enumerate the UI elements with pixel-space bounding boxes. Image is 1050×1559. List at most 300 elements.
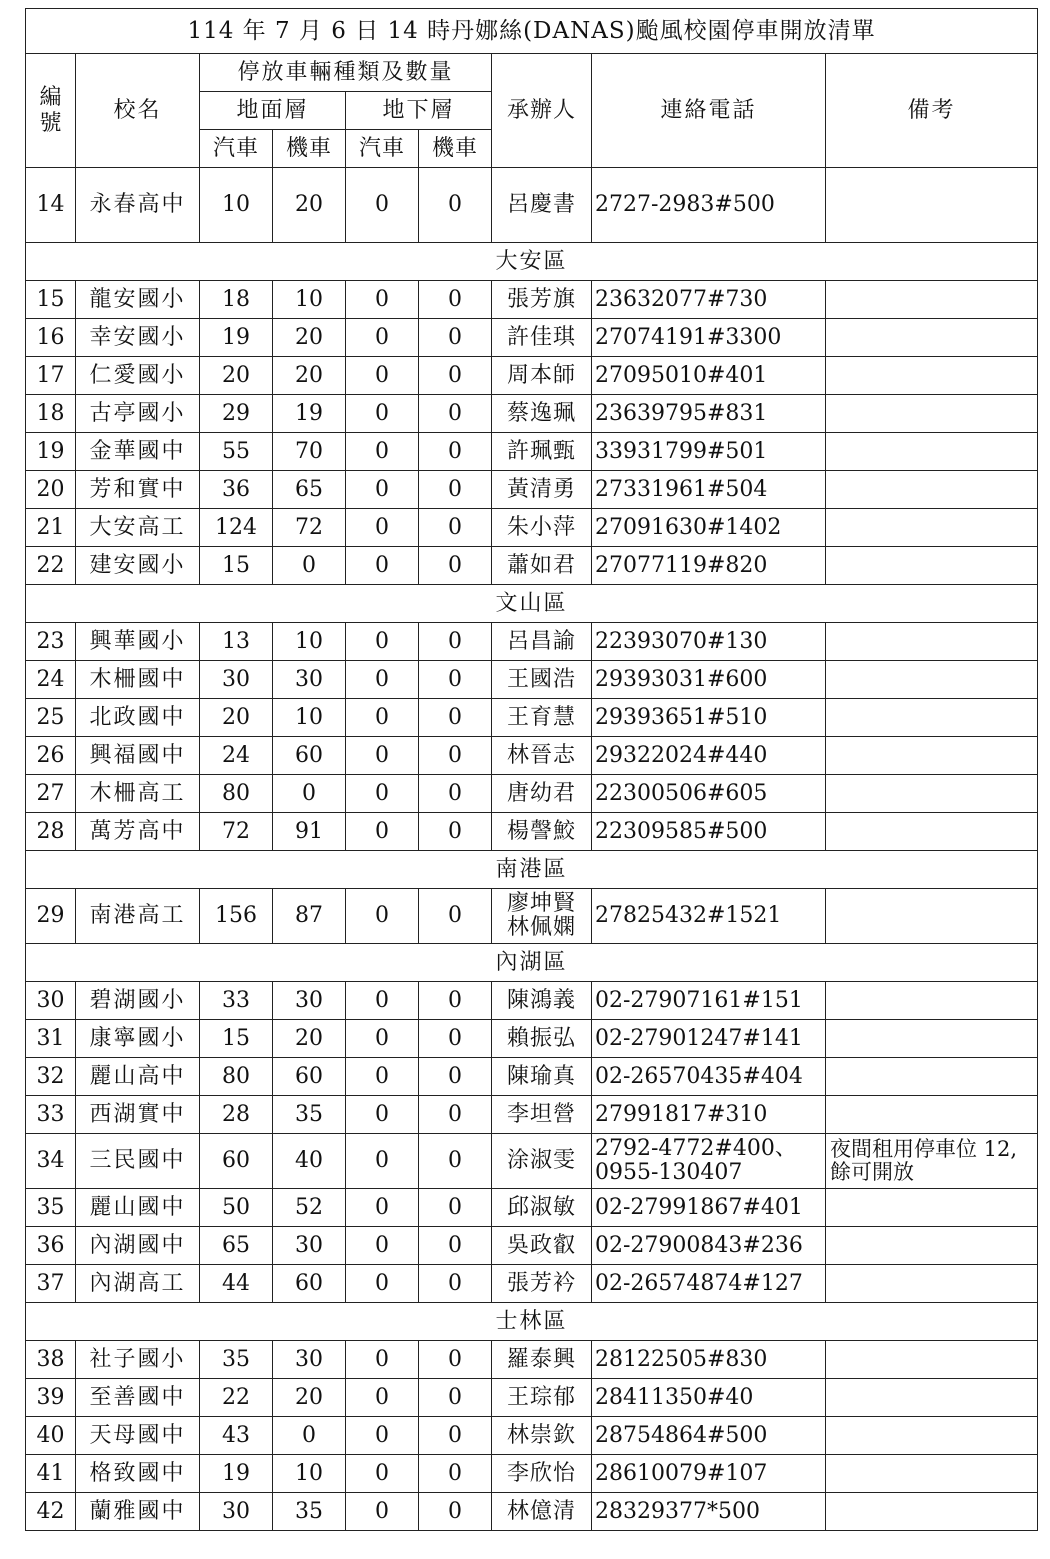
cell-number: 22: [26, 547, 76, 585]
cell-underground-motorcycle: 0: [419, 1227, 492, 1265]
cell-underground-car: 0: [346, 433, 419, 471]
cell-number: 15: [26, 281, 76, 319]
cell-contact-person: 呂慶書: [492, 168, 592, 243]
cell-number: 34: [26, 1134, 76, 1189]
table-row: [26, 471, 1038, 509]
cell-underground-motorcycle: 0: [419, 509, 492, 547]
cell-phone: 02-27900843#236: [592, 1227, 826, 1265]
district-name: 文山區: [26, 585, 1038, 623]
cell-underground-motorcycle: 0: [419, 889, 492, 944]
cell-ground-motorcycle: 52: [273, 1189, 346, 1227]
cell-contact-person: 王琮郁: [492, 1379, 592, 1417]
cell-underground-motorcycle: 0: [419, 1455, 492, 1493]
cell-ground-motorcycle: 35: [273, 1096, 346, 1134]
cell-ground-motorcycle: 20: [273, 319, 346, 357]
cell-phone: 28122505#830: [592, 1341, 826, 1379]
cell-school: 社子國小: [76, 1341, 200, 1379]
header-ground-level: 地面層: [200, 92, 346, 130]
cell-underground-motorcycle: 0: [419, 547, 492, 585]
cell-ground-motorcycle: 60: [273, 1265, 346, 1303]
cell-note: [826, 509, 1038, 547]
cell-underground-car: 0: [346, 319, 419, 357]
cell-ground-car: 10: [200, 168, 273, 243]
cell-ground-car: 15: [200, 547, 273, 585]
cell-ground-car: 24: [200, 737, 273, 775]
table-body: [26, 168, 1038, 1531]
cell-contact-person: 楊謦鮫: [492, 813, 592, 851]
cell-underground-car: 0: [346, 1493, 419, 1531]
cell-ground-motorcycle: 40: [273, 1134, 346, 1189]
cell-underground-motorcycle: 0: [419, 319, 492, 357]
cell-underground-motorcycle: 0: [419, 357, 492, 395]
cell-number: 23: [26, 623, 76, 661]
parking-table: [25, 8, 1038, 1531]
cell-phone: 28754864#500: [592, 1417, 826, 1455]
cell-contact-person: 周本師: [492, 357, 592, 395]
cell-note: [826, 889, 1038, 944]
cell-school: 北政國中: [76, 699, 200, 737]
table-row: [26, 433, 1038, 471]
cell-note: [826, 433, 1038, 471]
district-name: 南港區: [26, 851, 1038, 889]
cell-underground-motorcycle: 0: [419, 1493, 492, 1531]
cell-underground-car: 0: [346, 1020, 419, 1058]
cell-school: 麗山高中: [76, 1058, 200, 1096]
cell-underground-motorcycle: 0: [419, 281, 492, 319]
cell-ground-motorcycle: 0: [273, 775, 346, 813]
cell-ground-car: 60: [200, 1134, 273, 1189]
cell-number: 29: [26, 889, 76, 944]
cell-number: 33: [26, 1096, 76, 1134]
cell-school: 興華國小: [76, 623, 200, 661]
cell-ground-car: 72: [200, 813, 273, 851]
cell-ground-car: 65: [200, 1227, 273, 1265]
cell-note: [826, 1455, 1038, 1493]
cell-phone: 27331961#504: [592, 471, 826, 509]
table-title: 114 年 7 月 6 日 14 時丹娜絲(DANAS)颱風校園停車開放清單: [26, 9, 1038, 54]
cell-ground-motorcycle: 20: [273, 1379, 346, 1417]
cell-phone: 27074191#3300: [592, 319, 826, 357]
cell-ground-motorcycle: 0: [273, 1417, 346, 1455]
cell-underground-car: 0: [346, 1096, 419, 1134]
cell-underground-car: 0: [346, 1455, 419, 1493]
cell-ground-car: 35: [200, 1341, 273, 1379]
cell-contact-person: 唐幼君: [492, 775, 592, 813]
cell-contact-person: 呂昌諭: [492, 623, 592, 661]
cell-note: [826, 1096, 1038, 1134]
cell-underground-car: 0: [346, 775, 419, 813]
cell-ground-motorcycle: 10: [273, 623, 346, 661]
cell-note: [826, 623, 1038, 661]
cell-ground-motorcycle: 20: [273, 168, 346, 243]
cell-ground-motorcycle: 72: [273, 509, 346, 547]
cell-underground-motorcycle: 0: [419, 699, 492, 737]
cell-underground-motorcycle: 0: [419, 1379, 492, 1417]
cell-ground-car: 18: [200, 281, 273, 319]
cell-number: 37: [26, 1265, 76, 1303]
cell-ground-motorcycle: 10: [273, 699, 346, 737]
header-note: 備考: [826, 54, 1038, 168]
cell-ground-motorcycle: 30: [273, 982, 346, 1020]
cell-contact-person: 蕭如君: [492, 547, 592, 585]
cell-note: [826, 1379, 1038, 1417]
cell-number: 16: [26, 319, 76, 357]
table-row: [26, 1265, 1038, 1303]
cell-underground-motorcycle: 0: [419, 1020, 492, 1058]
cell-school: 格致國中: [76, 1455, 200, 1493]
header-phone: 連絡電話: [592, 54, 826, 168]
cell-ground-car: 19: [200, 1455, 273, 1493]
cell-contact-person: 吳政叡: [492, 1227, 592, 1265]
cell-contact-person: 林億清: [492, 1493, 592, 1531]
cell-school: 康寧國小: [76, 1020, 200, 1058]
cell-note: [826, 813, 1038, 851]
header-underground-car: 汽車: [346, 130, 419, 168]
cell-underground-motorcycle: 0: [419, 982, 492, 1020]
cell-contact-person: 邱淑敏: [492, 1189, 592, 1227]
table-row: [26, 737, 1038, 775]
cell-school: 蘭雅國中: [76, 1493, 200, 1531]
cell-phone: 23632077#730: [592, 281, 826, 319]
cell-underground-car: 0: [346, 1341, 419, 1379]
table-row: [26, 1455, 1038, 1493]
cell-number: 38: [26, 1341, 76, 1379]
cell-note: [826, 982, 1038, 1020]
cell-contact-person: 陳鴻義: [492, 982, 592, 1020]
cell-number: 26: [26, 737, 76, 775]
table-row: [26, 319, 1038, 357]
cell-ground-car: 80: [200, 775, 273, 813]
cell-number: 20: [26, 471, 76, 509]
cell-phone: 02-27991867#401: [592, 1189, 826, 1227]
district-name: 大安區: [26, 243, 1038, 281]
cell-phone: 02-26570435#404: [592, 1058, 826, 1096]
cell-ground-motorcycle: 65: [273, 471, 346, 509]
table-row: [26, 168, 1038, 243]
cell-underground-motorcycle: 0: [419, 1134, 492, 1189]
district-row: [26, 243, 1038, 281]
header-contact-person: 承辦人: [492, 54, 592, 168]
cell-school: 南港高工: [76, 889, 200, 944]
cell-note: [826, 1189, 1038, 1227]
cell-phone: 28610079#107: [592, 1455, 826, 1493]
cell-number: 35: [26, 1189, 76, 1227]
cell-phone: 02-27907161#151: [592, 982, 826, 1020]
cell-underground-car: 0: [346, 1058, 419, 1096]
cell-phone: 22309585#500: [592, 813, 826, 851]
cell-contact-person: 黃清勇: [492, 471, 592, 509]
table-row: [26, 1096, 1038, 1134]
cell-underground-car: 0: [346, 1227, 419, 1265]
cell-school: 龍安國小: [76, 281, 200, 319]
cell-note: [826, 319, 1038, 357]
table-row: [26, 889, 1038, 944]
cell-ground-car: 30: [200, 661, 273, 699]
cell-note: [826, 699, 1038, 737]
cell-ground-car: 44: [200, 1265, 273, 1303]
cell-phone: 27825432#1521: [592, 889, 826, 944]
cell-phone: 02-27901247#141: [592, 1020, 826, 1058]
cell-note: 夜間租用停車位 12,餘可開放: [826, 1134, 1038, 1189]
cell-ground-car: 30: [200, 1493, 273, 1531]
table-row: [26, 699, 1038, 737]
cell-underground-motorcycle: 0: [419, 1341, 492, 1379]
table-row: [26, 1417, 1038, 1455]
cell-school: 芳和實中: [76, 471, 200, 509]
cell-underground-car: 0: [346, 395, 419, 433]
cell-contact-person: 李欣怡: [492, 1455, 592, 1493]
cell-ground-car: 43: [200, 1417, 273, 1455]
cell-phone: 27095010#401: [592, 357, 826, 395]
table-row: [26, 547, 1038, 585]
cell-ground-motorcycle: 20: [273, 1020, 346, 1058]
cell-ground-car: 15: [200, 1020, 273, 1058]
cell-underground-car: 0: [346, 982, 419, 1020]
cell-ground-motorcycle: 35: [273, 1493, 346, 1531]
cell-number: 42: [26, 1493, 76, 1531]
cell-note: [826, 168, 1038, 243]
cell-note: [826, 281, 1038, 319]
cell-number: 14: [26, 168, 76, 243]
cell-note: [826, 1058, 1038, 1096]
cell-phone: 02-26574874#127: [592, 1265, 826, 1303]
table-row: [26, 509, 1038, 547]
cell-underground-car: 0: [346, 699, 419, 737]
cell-underground-car: 0: [346, 1189, 419, 1227]
cell-note: [826, 1493, 1038, 1531]
cell-school: 萬芳高中: [76, 813, 200, 851]
cell-number: 32: [26, 1058, 76, 1096]
cell-contact-person: 朱小萍: [492, 509, 592, 547]
cell-ground-car: 156: [200, 889, 273, 944]
cell-ground-motorcycle: 20: [273, 357, 346, 395]
cell-note: [826, 1417, 1038, 1455]
cell-school: 內湖國中: [76, 1227, 200, 1265]
cell-ground-car: 36: [200, 471, 273, 509]
cell-ground-car: 13: [200, 623, 273, 661]
cell-phone: 27091630#1402: [592, 509, 826, 547]
cell-phone: 29322024#440: [592, 737, 826, 775]
district-row: [26, 585, 1038, 623]
cell-underground-car: 0: [346, 889, 419, 944]
table-row: [26, 623, 1038, 661]
cell-number: 17: [26, 357, 76, 395]
district-row: [26, 1303, 1038, 1341]
cell-underground-car: 0: [346, 1134, 419, 1189]
cell-note: [826, 737, 1038, 775]
table-row: [26, 982, 1038, 1020]
table-row: [26, 1189, 1038, 1227]
table-row: [26, 1227, 1038, 1265]
cell-ground-motorcycle: 10: [273, 1455, 346, 1493]
cell-underground-car: 0: [346, 471, 419, 509]
cell-ground-car: 50: [200, 1189, 273, 1227]
cell-underground-car: 0: [346, 1417, 419, 1455]
cell-contact-person: 王國浩: [492, 661, 592, 699]
cell-phone: 22300506#605: [592, 775, 826, 813]
cell-underground-motorcycle: 0: [419, 1189, 492, 1227]
cell-phone: 2792-4772#400、 0955-130407: [592, 1134, 826, 1189]
cell-note: [826, 1020, 1038, 1058]
table-row: [26, 281, 1038, 319]
header-underground-level: 地下層: [346, 92, 492, 130]
cell-contact-person: 許珮甄: [492, 433, 592, 471]
cell-note: [826, 357, 1038, 395]
cell-ground-motorcycle: 87: [273, 889, 346, 944]
cell-number: 18: [26, 395, 76, 433]
cell-note: [826, 471, 1038, 509]
cell-school: 麗山國中: [76, 1189, 200, 1227]
cell-number: 21: [26, 509, 76, 547]
cell-underground-motorcycle: 0: [419, 1096, 492, 1134]
cell-contact-person: 張芳衿: [492, 1265, 592, 1303]
cell-underground-motorcycle: 0: [419, 471, 492, 509]
cell-note: [826, 775, 1038, 813]
cell-phone: 33931799#501: [592, 433, 826, 471]
district-row: [26, 944, 1038, 982]
cell-ground-car: 80: [200, 1058, 273, 1096]
cell-ground-motorcycle: 60: [273, 737, 346, 775]
cell-contact-person: 林崇欽: [492, 1417, 592, 1455]
cell-phone: 27077119#820: [592, 547, 826, 585]
header-school: 校名: [76, 54, 200, 168]
cell-school: 永春高中: [76, 168, 200, 243]
header-number: [26, 54, 76, 168]
cell-underground-motorcycle: 0: [419, 433, 492, 471]
cell-school: 木柵國中: [76, 661, 200, 699]
header-parking-group: 停放車輛種類及數量: [200, 54, 492, 92]
parking-list-document: [25, 8, 1037, 1531]
cell-note: [826, 1265, 1038, 1303]
cell-number: 40: [26, 1417, 76, 1455]
cell-number: 31: [26, 1020, 76, 1058]
cell-phone: 28411350#40: [592, 1379, 826, 1417]
cell-contact-person: 涂淑雯: [492, 1134, 592, 1189]
cell-ground-motorcycle: 19: [273, 395, 346, 433]
table-row: [26, 1341, 1038, 1379]
table-row: [26, 813, 1038, 851]
cell-number: 24: [26, 661, 76, 699]
cell-school: 天母國中: [76, 1417, 200, 1455]
cell-ground-car: 29: [200, 395, 273, 433]
table-row: [26, 357, 1038, 395]
cell-underground-car: 0: [346, 281, 419, 319]
cell-school: 碧湖國小: [76, 982, 200, 1020]
cell-school: 興福國中: [76, 737, 200, 775]
cell-underground-car: 0: [346, 737, 419, 775]
cell-note: [826, 547, 1038, 585]
cell-ground-motorcycle: 0: [273, 547, 346, 585]
cell-ground-motorcycle: 70: [273, 433, 346, 471]
cell-ground-motorcycle: 30: [273, 1341, 346, 1379]
cell-ground-car: 22: [200, 1379, 273, 1417]
cell-phone: 28329377*500: [592, 1493, 826, 1531]
cell-school: 大安高工: [76, 509, 200, 547]
table-row: [26, 1134, 1038, 1189]
cell-number: 41: [26, 1455, 76, 1493]
cell-school: 三民國中: [76, 1134, 200, 1189]
cell-number: 27: [26, 775, 76, 813]
cell-ground-car: 33: [200, 982, 273, 1020]
cell-phone: 29393031#600: [592, 661, 826, 699]
cell-phone: 29393651#510: [592, 699, 826, 737]
cell-underground-motorcycle: 0: [419, 737, 492, 775]
cell-number: 28: [26, 813, 76, 851]
cell-school: 古亭國小: [76, 395, 200, 433]
table-row: [26, 1020, 1038, 1058]
header-number-text: 編號: [39, 85, 62, 136]
cell-ground-car: 20: [200, 699, 273, 737]
table-row: [26, 1493, 1038, 1531]
cell-underground-car: 0: [346, 357, 419, 395]
district-name: 士林區: [26, 1303, 1038, 1341]
cell-underground-motorcycle: 0: [419, 623, 492, 661]
header-ground-motorcycle: 機車: [273, 130, 346, 168]
cell-underground-motorcycle: 0: [419, 1058, 492, 1096]
cell-underground-motorcycle: 0: [419, 168, 492, 243]
district-name: 內湖區: [26, 944, 1038, 982]
cell-ground-car: 55: [200, 433, 273, 471]
cell-school: 金華國中: [76, 433, 200, 471]
cell-number: 39: [26, 1379, 76, 1417]
table-row: [26, 1058, 1038, 1096]
cell-contact-person: 許佳琪: [492, 319, 592, 357]
cell-phone: 22393070#130: [592, 623, 826, 661]
cell-ground-motorcycle: 30: [273, 661, 346, 699]
cell-underground-motorcycle: 0: [419, 661, 492, 699]
cell-number: 25: [26, 699, 76, 737]
table-row: [26, 775, 1038, 813]
header-ground-car: 汽車: [200, 130, 273, 168]
cell-school: 至善國中: [76, 1379, 200, 1417]
cell-school: 幸安國小: [76, 319, 200, 357]
cell-contact-person: 林晉志: [492, 737, 592, 775]
cell-underground-car: 0: [346, 1265, 419, 1303]
cell-ground-car: 124: [200, 509, 273, 547]
cell-contact-person: 羅泰興: [492, 1341, 592, 1379]
cell-note: [826, 661, 1038, 699]
cell-underground-car: 0: [346, 623, 419, 661]
cell-underground-motorcycle: 0: [419, 813, 492, 851]
cell-school: 內湖高工: [76, 1265, 200, 1303]
cell-underground-car: 0: [346, 168, 419, 243]
cell-phone: 23639795#831: [592, 395, 826, 433]
cell-underground-motorcycle: 0: [419, 1265, 492, 1303]
cell-underground-car: 0: [346, 547, 419, 585]
cell-underground-motorcycle: 0: [419, 1417, 492, 1455]
cell-number: 36: [26, 1227, 76, 1265]
cell-phone: 2727-2983#500: [592, 168, 826, 243]
table-row: [26, 1379, 1038, 1417]
table-row: [26, 661, 1038, 699]
cell-ground-motorcycle: 60: [273, 1058, 346, 1096]
cell-school: 建安國小: [76, 547, 200, 585]
cell-underground-motorcycle: 0: [419, 395, 492, 433]
cell-underground-car: 0: [346, 661, 419, 699]
cell-contact-person: 賴振弘: [492, 1020, 592, 1058]
district-row: [26, 851, 1038, 889]
table-row: [26, 395, 1038, 433]
cell-ground-motorcycle: 10: [273, 281, 346, 319]
cell-underground-motorcycle: 0: [419, 775, 492, 813]
cell-ground-car: 28: [200, 1096, 273, 1134]
cell-note: [826, 1341, 1038, 1379]
cell-contact-person: 張芳旗: [492, 281, 592, 319]
cell-school: 西湖實中: [76, 1096, 200, 1134]
cell-ground-motorcycle: 30: [273, 1227, 346, 1265]
cell-ground-car: 20: [200, 357, 273, 395]
cell-school: 仁愛國小: [76, 357, 200, 395]
